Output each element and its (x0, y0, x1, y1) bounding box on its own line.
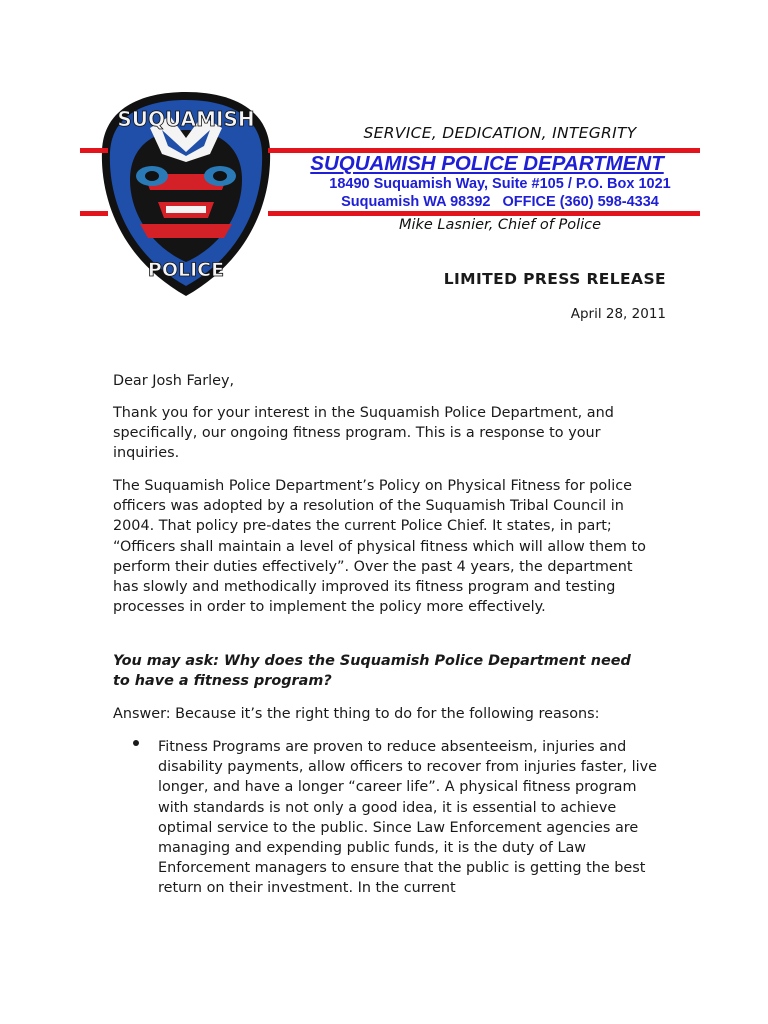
address-line-1: 18490 Suquamish Way, Suite #105 / P.O. Box 1021 (329, 176, 671, 192)
header-stripe-bottom-left (80, 211, 108, 216)
paragraph-2 (113, 476, 653, 617)
bullet-item-1: Fitness Programs are proven to reduce absenteeism, injuries and disability payments, allow officers to recover from injuries faster, live longer, and have a longer “career life”. A physical fitness program with standards is not only a good idea, it is essential to achieve optimal service to the public. Since Law Enforcement agencies are managing and expending public funds, it is the duty of Law Enforcement managers to ensure that the public is getting the best return on their investment. In the current (158, 739, 657, 897)
salutation: Dear Josh Farley, (113, 373, 235, 389)
document-date: April 28, 2011 (570, 306, 666, 322)
chief-of-police: Mike Lasnier, Chief of Police (398, 217, 602, 233)
header-stripe-top-left (80, 148, 108, 153)
svg-text:SUQUAMISH: SUQUAMISH (117, 107, 255, 131)
svg-text:POLICE: POLICE (147, 259, 225, 281)
document-title: LIMITED PRESS RELEASE (443, 270, 666, 288)
paragraph-2-text: The Suquamish Police Department’s Policy on Physical Fitness for police officers was adopted by a resolution of the Suquamish Tribal Council in 2004. That policy pre-dates the current Police Chief. It states, in part; “Officers shall maintain a level of physical fitness which will allow them to perform their duties effectively”. Over the past 4 years, the department has slowly and methodically improved its fitness program and testing processes in order to implement the policy more effectively. (113, 478, 646, 616)
paragraph-1 (113, 403, 653, 464)
police-badge-logo (100, 90, 272, 298)
bullet-icon (133, 740, 139, 746)
answer-line: Answer: Because it’s the right thing to do for the following reasons: (113, 706, 600, 722)
question-heading: You may ask: Why does the Suquamish Police Department need to have a fitness program? (113, 653, 631, 690)
motto: SERVICE, DEDICATION, INTEGRITY (363, 124, 637, 142)
department-name: SUQUAMISH POLICE DEPARTMENT (310, 152, 664, 175)
paragraph-1-text: Thank you for your interest in the Suquamish Police Department, and specifically, our ongoing fitness program. This is a response to your inquiries. (113, 405, 614, 462)
address-line-2: Suquamish WA 98392 OFFICE (360) 598-4334 (341, 194, 659, 210)
header-stripe-bottom (268, 211, 700, 216)
